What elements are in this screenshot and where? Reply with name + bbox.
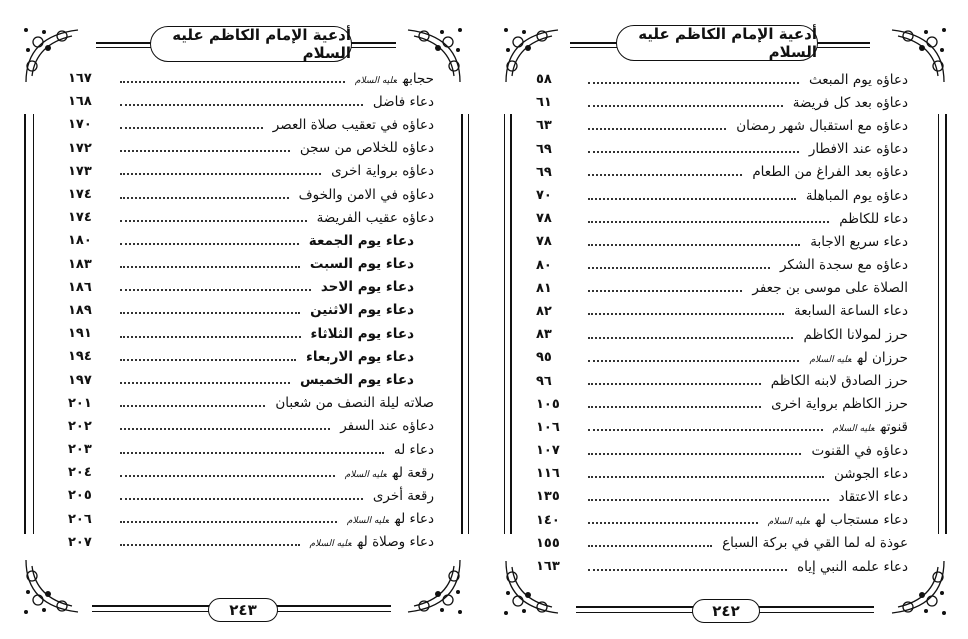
frame-left-line: [33, 114, 34, 534]
toc-entry[interactable]: دعاء الجوشن ١١٦: [536, 465, 908, 482]
frame-top-line: [346, 42, 396, 44]
toc-entry[interactable]: دعاء الاعتقاد ١٣٥: [536, 488, 908, 505]
dot-leader: [120, 81, 345, 83]
toc-page-number: ٢٠٢: [68, 418, 92, 434]
toc-page-number: ١٧٤: [68, 187, 92, 203]
frame-bottom-line: [756, 606, 874, 608]
toc-entry[interactable]: دعاؤه يوم المباهلة ٧٠: [536, 187, 908, 204]
floral-corner-ornament-icon: [404, 556, 464, 616]
toc-entry[interactable]: دعاؤه في تعقيب صلاة العصر ١٧٠: [68, 116, 434, 133]
toc-page-number: ٨١: [536, 280, 552, 296]
toc-page-number: ١٨٠: [68, 233, 92, 249]
toc-page-number: ٢٠٧: [68, 534, 92, 550]
toc-entry[interactable]: الصلاة على موسى بن جعفر ٨١: [536, 280, 908, 297]
toc-entry[interactable]: دعاء وصلاة لهعليه السلام ٢٠٧: [68, 534, 434, 551]
page-number: ٢٤٢: [692, 599, 760, 623]
dot-leader: [120, 428, 330, 430]
floral-corner-ornament-icon: [22, 556, 82, 616]
toc-page-number: ١٨٩: [68, 302, 92, 318]
toc-entry[interactable]: رقعة أخرى ٢٠٥: [68, 487, 434, 504]
toc-entry[interactable]: دعاء علمه النبي إياه ١٦٣: [536, 558, 908, 575]
dot-leader: [120, 197, 289, 199]
toc-entry[interactable]: دعاؤه مع استقبال شهر رمضان ٦٣: [536, 117, 908, 134]
header-title: أدعية الإمام الكاظم عليه السلام: [616, 25, 818, 61]
toc-page-number: ١٩٤: [68, 349, 92, 365]
dot-leader: [588, 569, 787, 571]
honorific-glyph-icon: عليه السلام: [832, 424, 875, 435]
dot-leader: [120, 243, 299, 245]
toc-entry[interactable]: قنوتهعليه السلام ١٠٦: [536, 419, 908, 436]
toc-page-number: ١٧٠: [68, 117, 92, 133]
dot-leader: [588, 383, 761, 385]
toc-entry[interactable]: عوذة له لما القي في بركة السباع ١٥٥: [536, 535, 908, 552]
frame-top-line: [570, 42, 618, 44]
frame-bottom-line: [273, 605, 391, 607]
toc-page-number: ٥٨: [536, 72, 552, 88]
toc-page-number: ٦٣: [536, 118, 552, 134]
frame-bottom-line: [576, 606, 694, 608]
toc-entry[interactable]: دعاء سريع الاجابة ٧٨: [536, 233, 908, 250]
toc-entry[interactable]: دعاؤه بعد الفراغ من الطعام ٦٩: [536, 164, 908, 181]
frame-top-line: [814, 42, 870, 44]
toc-entry[interactable]: حرز الكاظم برواية اخرى ١٠٥: [536, 396, 908, 413]
dot-leader: [588, 151, 799, 153]
dot-leader: [588, 244, 800, 246]
toc-page-number: ١٩٧: [68, 372, 92, 388]
right-page: [484, 0, 968, 639]
toc-page-number: ١٨٦: [68, 279, 92, 295]
frame-bottom-line: [92, 605, 210, 607]
frame-bottom-line: [576, 612, 694, 613]
dot-leader: [588, 522, 758, 524]
frame-left-line: [24, 114, 26, 534]
toc-entry[interactable]: دعاء مستجاب لهعليه السلام ١٤٠: [536, 512, 908, 529]
toc-page-number: ١٦٧: [68, 71, 92, 87]
dot-leader: [588, 360, 799, 362]
honorific-glyph-icon: عليه السلام: [354, 75, 397, 86]
toc-page-number: ٧٨: [536, 211, 552, 227]
dot-leader: [588, 453, 801, 455]
frame-left-line: [510, 114, 512, 534]
dot-leader: [120, 289, 311, 291]
toc-page-number: ١٠٦: [536, 419, 560, 435]
dot-leader: [120, 452, 384, 454]
toc-page-number: ١٧٣: [68, 163, 92, 179]
frame-top-line: [814, 47, 870, 48]
dot-leader: [588, 221, 829, 223]
toc-page-number: ١٦٨: [68, 94, 92, 110]
dot-leader: [588, 290, 742, 292]
toc-entry[interactable]: دعاء لهعليه السلام ٢٠٦: [68, 511, 434, 528]
dot-leader: [588, 267, 770, 269]
frame-top-line: [346, 47, 396, 48]
toc-page-number: ٨٣: [536, 327, 552, 343]
dot-leader: [588, 476, 824, 478]
frame-top-line: [96, 47, 156, 48]
toc-entry[interactable]: دعاؤه عقيب الفريضة ١٧٤: [68, 209, 434, 226]
toc-page-number: ١٥٥: [536, 535, 560, 551]
dot-leader: [120, 521, 337, 523]
toc-entry[interactable]: دعاؤه في القنوت ١٠٧: [536, 442, 908, 459]
toc-entry[interactable]: دعاؤه في الامن والخوف ١٧٤: [68, 186, 434, 203]
toc-entry[interactable]: صلاته ليلة النصف من شعبان ٢٠١: [68, 395, 434, 412]
toc-entry[interactable]: رقعة لهعليه السلام ٢٠٤: [68, 464, 434, 481]
toc-page-number: ٢٠٦: [68, 511, 92, 527]
toc-entry[interactable]: دعاء يوم الاحد ١٨٦: [68, 279, 414, 296]
honorific-glyph-icon: عليه السلام: [344, 469, 387, 480]
dot-leader: [120, 104, 363, 106]
toc-page-number: ١٩١: [68, 326, 92, 342]
toc-page-number: ٨٢: [536, 303, 552, 319]
toc-page-number: ٩٥: [536, 350, 552, 366]
toc-page-number: ٢٠٣: [68, 442, 92, 458]
frame-bottom-line: [273, 611, 391, 612]
toc-entry[interactable]: حجابهعليه السلام ١٦٧: [68, 70, 434, 87]
table-of-contents: [68, 67, 434, 554]
honorific-glyph-icon: عليه السلام: [309, 539, 352, 550]
dot-leader: [120, 498, 363, 500]
dot-leader: [588, 313, 784, 315]
toc-page-number: ٦١: [536, 95, 552, 111]
toc-page-number: ١٧٢: [68, 140, 92, 156]
dot-leader: [120, 359, 296, 361]
frame-bottom-line: [92, 611, 210, 612]
toc-entry[interactable]: حرز لمولانا الكاظم ٨٣: [536, 326, 908, 343]
toc-page-number: ١٧٤: [68, 210, 92, 226]
dot-leader: [588, 406, 761, 408]
dot-leader: [120, 220, 307, 222]
toc-page-number: ٦٩: [536, 164, 552, 180]
dot-leader: [120, 312, 300, 314]
toc-page-number: ٧٨: [536, 234, 552, 250]
toc-entry[interactable]: دعاؤه للخلاص من سجن ١٧٢: [68, 140, 434, 157]
page-number: ٢٤٣: [208, 598, 278, 622]
toc-entry[interactable]: دعاؤه عند الافطار ٦٩: [536, 141, 908, 158]
dot-leader: [588, 499, 829, 501]
toc-page-number: ٢٠٤: [68, 465, 92, 481]
dot-leader: [120, 336, 301, 338]
toc-entry[interactable]: دعاء يوم الاربعاء ١٩٤: [68, 348, 414, 365]
toc-entry[interactable]: دعاؤه يوم المبعث ٥٨: [536, 71, 908, 88]
dot-leader: [120, 405, 265, 407]
toc-page-number: ٧٠: [536, 188, 552, 204]
dot-leader: [120, 382, 290, 384]
table-of-contents: [536, 68, 908, 578]
dot-leader: [120, 127, 263, 129]
dot-leader: [120, 475, 335, 477]
toc-entry[interactable]: حرز الصادق لابنه الكاظم ٩٦: [536, 373, 908, 390]
dot-leader: [588, 82, 799, 84]
toc-page-number: ١٨٣: [68, 256, 92, 272]
honorific-glyph-icon: عليه السلام: [809, 354, 852, 365]
toc-entry[interactable]: دعاؤه عند السفر ٢٠٢: [68, 418, 434, 435]
toc-entry[interactable]: دعاء الساعة السابعة ٨٢: [536, 303, 908, 320]
toc-page-number: ١٦٣: [536, 559, 560, 575]
dot-leader: [588, 545, 712, 547]
dot-leader: [588, 337, 793, 339]
frame-top-line: [570, 47, 618, 48]
toc-entry[interactable]: دعاء يوم السبت ١٨٣: [68, 256, 414, 273]
frame-right-line: [468, 114, 469, 534]
frame-right-line: [945, 114, 947, 534]
toc-page-number: ٢٠٥: [68, 488, 92, 504]
toc-entry[interactable]: دعاء يوم الخميس ١٩٧: [68, 372, 414, 389]
toc-page-number: ١١٦: [536, 466, 560, 482]
dot-leader: [120, 266, 300, 268]
toc-entry[interactable]: دعاء له ٢٠٣: [68, 441, 434, 458]
dot-leader: [588, 128, 726, 130]
toc-page-number: ١٠٥: [536, 396, 560, 412]
toc-entry[interactable]: دعاء يوم الثلاثاء ١٩١: [68, 325, 414, 342]
frame-right-line: [461, 114, 463, 534]
toc-page-number: ٢٠١: [68, 395, 92, 411]
toc-page-number: ٦٩: [536, 141, 552, 157]
dot-leader: [588, 105, 783, 107]
toc-entry[interactable]: دعاؤه مع سجدة الشكر ٨٠: [536, 257, 908, 274]
frame-left-line: [504, 114, 505, 534]
honorific-glyph-icon: عليه السلام: [346, 516, 389, 527]
frame-top-line: [96, 42, 156, 44]
dot-leader: [120, 544, 300, 546]
toc-page-number: ٩٦: [536, 373, 552, 389]
toc-page-number: ١٣٥: [536, 489, 560, 505]
toc-entry[interactable]: دعاء للكاظم ٧٨: [536, 210, 908, 227]
toc-page-number: ١٠٧: [536, 443, 560, 459]
toc-page-number: ١٤٠: [536, 512, 560, 528]
header-title: أدعية الإمام الكاظم عليه السلام: [150, 26, 352, 62]
frame-right-line: [938, 114, 939, 534]
toc-entry[interactable]: دعاء يوم الاثنين ١٨٩: [68, 302, 414, 319]
toc-entry[interactable]: دعاؤه بعد كل فريضة ٦١: [536, 94, 908, 111]
dot-leader: [120, 173, 321, 175]
frame-bottom-line: [756, 612, 874, 613]
dot-leader: [588, 429, 823, 431]
toc-entry[interactable]: حرزان لهعليه السلام ٩٥: [536, 349, 908, 366]
toc-entry[interactable]: دعاء يوم الجمعة ١٨٠: [68, 232, 414, 249]
toc-page-number: ٨٠: [536, 257, 552, 273]
dot-leader: [120, 150, 290, 152]
toc-entry[interactable]: دعاء فاضل ١٦٨: [68, 93, 434, 110]
dot-leader: [588, 174, 742, 176]
toc-entry[interactable]: دعاؤه برواية اخرى ١٧٣: [68, 163, 434, 180]
dot-leader: [588, 198, 796, 200]
honorific-glyph-icon: عليه السلام: [767, 517, 810, 528]
